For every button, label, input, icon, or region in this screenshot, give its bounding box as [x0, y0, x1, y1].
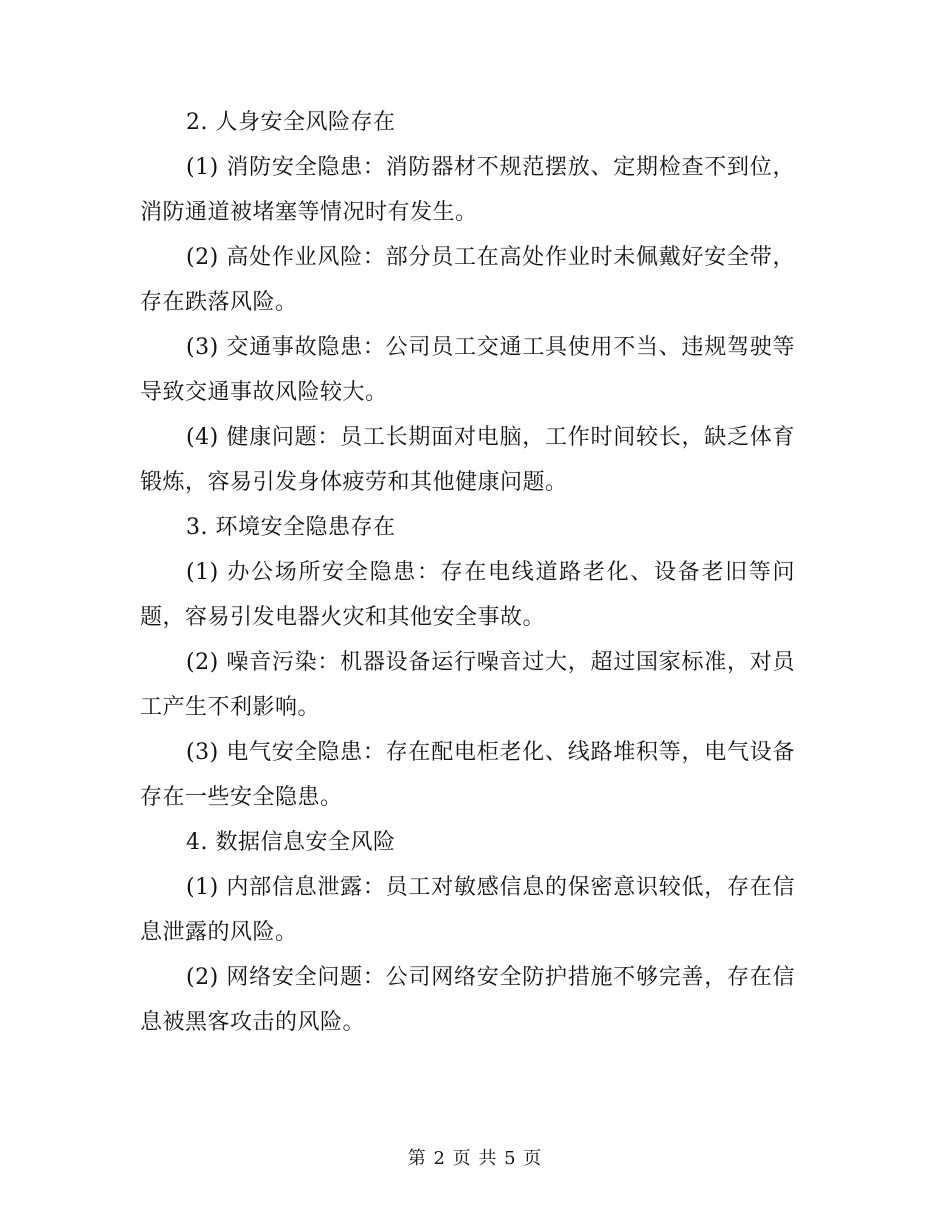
list-item-info-leak: (1) 内部信息泄露：员工对敏感信息的保密意识较低，存在信息泄露的风险。 [140, 875, 795, 945]
list-item-work-at-height: (2) 高处作业风险：部分员工在高处作业时未佩戴好安全带，存在跌落风险。 [140, 245, 795, 315]
page-footer-page-number: 第 2 页 共 5 页 [407, 1148, 543, 1169]
list-item-electrical-hazards: (3) 电气安全隐患：存在配电柜老化、线路堆积等，电气设备存在一些安全隐患。 [140, 740, 795, 810]
list-item-noise-pollution: (2) 噪音污染：机器设备运行噪音过大，超过国家标准，对员工产生不利影响。 [140, 650, 795, 720]
section-heading-data-security: 4. 数据信息安全风险 [186, 830, 396, 855]
section-heading-environment-safety: 3. 环境安全隐患存在 [186, 515, 396, 540]
list-item-traffic-accident: (3) 交通事故隐患：公司员工交通工具使用不当、违规驾驶等导致交通事故风险较大。 [140, 335, 795, 405]
document-body [140, 100, 795, 1045]
list-item-health-issues: (4) 健康问题：员工长期面对电脑，工作时间较长，缺乏体育锻炼，容易引发身体疲劳和其他健康问题。 [140, 425, 795, 495]
list-item-office-hazards: (1) 办公场所安全隐患：存在电线道路老化、设备老旧等问题，容易引发电器火灾和其他安全事故。 [140, 560, 795, 630]
section-heading-personal-safety: 2. 人身安全风险存在 [186, 110, 396, 135]
list-item-network-security: (2) 网络安全问题：公司网络安全防护措施不够完善，存在信息被黑客攻击的风险。 [140, 965, 795, 1035]
list-item-fire-safety: (1) 消防安全隐患：消防器材不规范摆放、定期检查不到位，消防通道被堵塞等情况时有发生。 [140, 155, 795, 225]
